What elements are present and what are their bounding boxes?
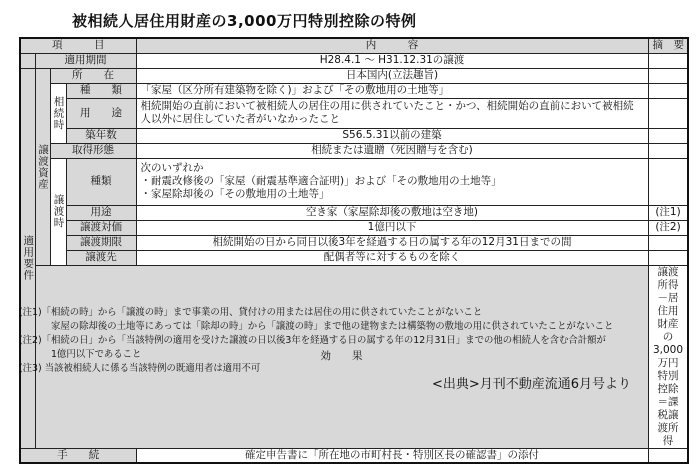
type2-value: [136, 158, 648, 205]
table-row-location: [20, 68, 688, 83]
footnote-line: 1億円以下であること: [51, 349, 142, 360]
footnotes: [19, 306, 689, 376]
table-row-price: [20, 220, 688, 235]
table-row-built: [20, 128, 688, 143]
buyer-value: 配偶者等に対するものを除く: [136, 250, 648, 265]
type1-value: 「家屋（区分所有建築物を除く)」および「その敷地用の土地等」: [136, 83, 648, 98]
built-label: 築年数: [66, 128, 136, 143]
table-header-row: [20, 38, 688, 53]
use1-label: 用 途: [66, 98, 136, 128]
table-row-period: [20, 53, 688, 68]
footnote-line: (注1)「相続の時」から「譲渡の時」まで事業の用、貸付けの用または居住の用に供されていたことがないこと: [19, 307, 483, 318]
procedure-value: 確定申告書に「所在地の市町村長・特別区長の確認書」の添付: [136, 448, 648, 463]
table-row-procedure: [20, 448, 688, 463]
footnote-line: (注3) 当該被相続人に係る当該特例の既適用者は適用不可: [19, 363, 261, 374]
table-row-type2: [20, 158, 688, 205]
type2-line: ・耐震改修後の「家屋（耐震基準適合証明)」および「その敷地用の土地等」: [140, 175, 502, 187]
use2-label: 用途: [66, 205, 136, 220]
table-row-deadline: [20, 235, 688, 250]
use1-value: 相続開始の直前において被相続人の居住の用に供されていたこと・かつ、相続開始の直前において被相続人以外に居住していた者がいなかったこと: [136, 98, 648, 128]
table-row-use1: [20, 98, 688, 128]
use2-value: 空き家（家屋除却後の敷地は空き地): [136, 205, 648, 220]
requirements-label: 適用要件: [20, 68, 35, 448]
at-inheritance-label: 相続時: [50, 83, 66, 143]
table-row-use2: [20, 205, 688, 220]
footnote-line: 家屋の除却後の土地等にあっては「除却の時」から「譲渡の時」まで他の建物または構築物の敷地の用に供されていたことがないこと: [51, 321, 614, 332]
procedure-label: 手 続: [20, 448, 136, 463]
type1-label: 種 類: [66, 83, 136, 98]
header-content: 内 容: [136, 38, 648, 53]
header-item: 項 目: [20, 38, 136, 53]
location-value: 日本国内(立法趣旨): [136, 68, 648, 83]
effect-label: 効 果: [35, 265, 648, 448]
acquisition-value: 相続または遺贈（死因贈与を含む): [136, 143, 648, 158]
at-transfer-label: 譲渡時: [50, 158, 66, 265]
asset-label: 譲渡資産: [35, 68, 50, 265]
location-label: 所 在: [50, 68, 136, 83]
price-note: (注2): [648, 220, 688, 235]
price-value: 1億円以下: [136, 220, 648, 235]
built-value: S56.5.31以前の建築: [136, 128, 648, 143]
period-value: H28.4.1 〜 H31.12.31の譲渡: [136, 53, 648, 68]
period-label: 適用期間: [35, 53, 136, 68]
type2-line: ・家屋除却後の「その敷地用の土地等」: [140, 188, 330, 200]
deadline-value: 相続開始の日から同日以後3年を経過する日の属する年の12月31日までの間: [136, 235, 648, 250]
type2-line: 次のいずれか: [140, 162, 204, 174]
type2-label: 種類: [66, 158, 136, 205]
footnote-line: (注2)「相続の日」から「当該特例の適用を受けた譲渡の日以後3年を経過する日の属する年の12月31日」までの他の相続人を含む合計額が: [19, 335, 606, 346]
table-row-buyer: [20, 250, 688, 265]
table-row-type1: [20, 83, 688, 98]
buyer-label: 譲渡先: [66, 250, 136, 265]
deadline-label: 譲渡期限: [66, 235, 136, 250]
special-deduction-table: [19, 37, 689, 464]
page-title: 被相続人居住用財産の3,000万円特別控除の特例: [72, 12, 417, 30]
price-label: 譲渡対価: [66, 220, 136, 235]
source-credit: <出典>月刊不動産流通6月号より: [432, 377, 632, 392]
effect-value: 譲渡所得－居住用財産の3,000万円特別控除＝課税譲渡所得: [648, 265, 688, 448]
header-note: 摘 要: [648, 38, 688, 53]
acquisition-label: 取得形態: [50, 143, 136, 158]
use2-note: (注1): [648, 205, 688, 220]
table-row-acquisition: [20, 143, 688, 158]
